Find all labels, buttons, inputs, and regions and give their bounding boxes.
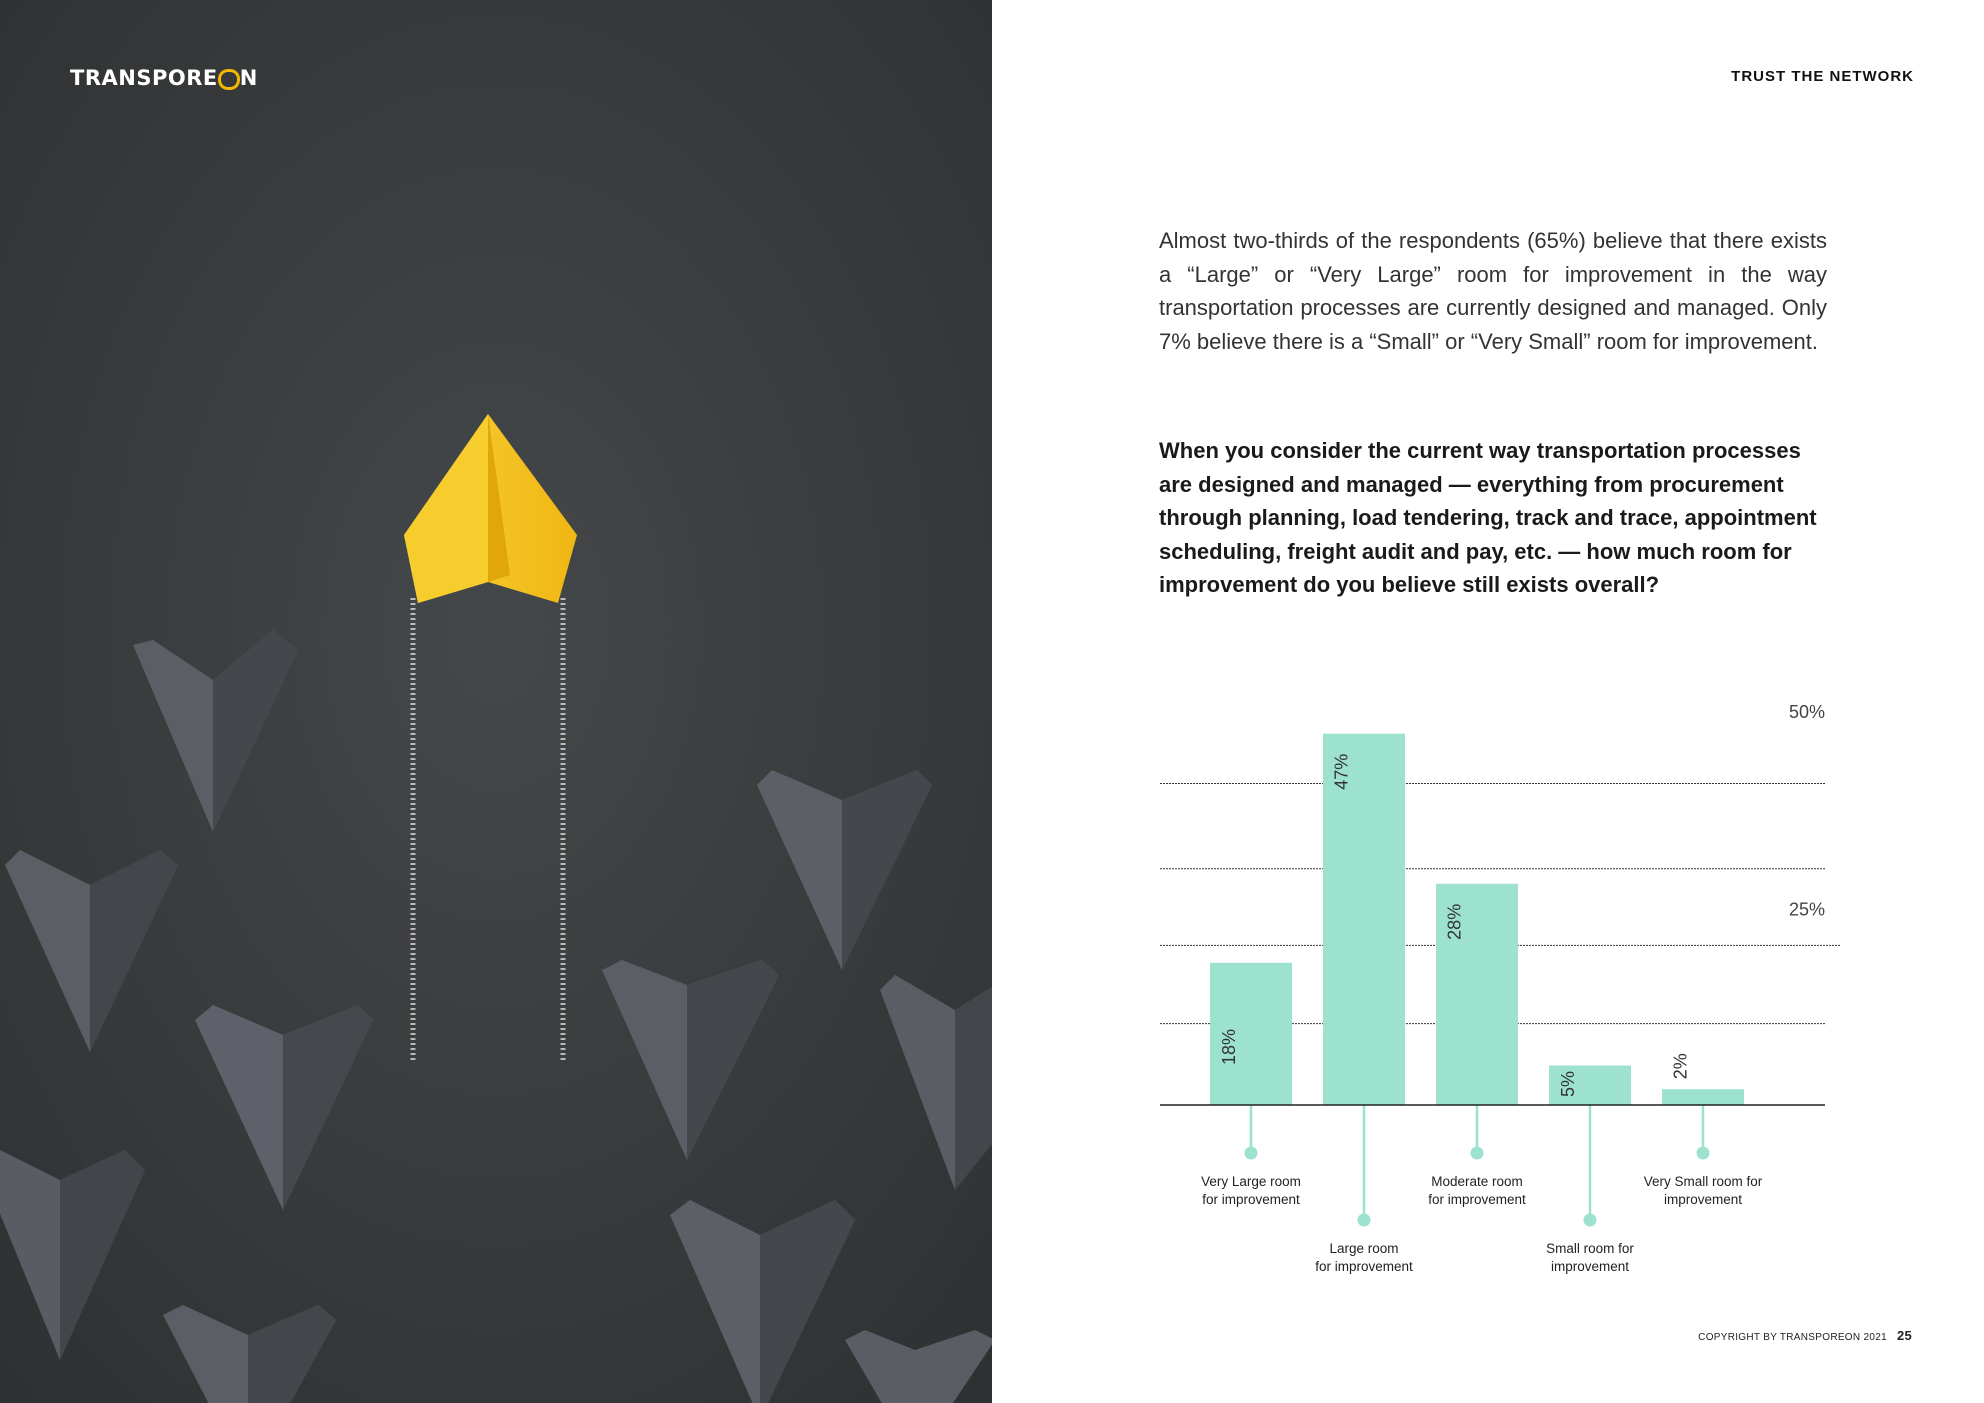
bar-value-label: 47% <box>1331 753 1352 790</box>
room-for-improvement-bar-chart <box>1150 690 1850 1290</box>
category-label: improvement <box>1550 1259 1630 1274</box>
page-number: 25 <box>1896 1328 1912 1343</box>
y-tick-label: 50% <box>1788 702 1825 722</box>
bar-value-label: 28% <box>1444 903 1465 940</box>
copyright-text: COPYRIGHT BY TRANSPOREON 2021 <box>1698 1332 1887 1343</box>
leader-dot <box>1584 1214 1597 1227</box>
bar-value-label: 5% <box>1557 1070 1578 1097</box>
y-tick-label: 25% <box>1788 899 1825 920</box>
category-label: Moderate room <box>1431 1174 1523 1189</box>
category-label: improvement <box>1663 1192 1743 1207</box>
intro-paragraph: Almost two-thirds of the respondents (65%) believe that there exists a “Large” or “Very Large” room for improvement in the way transportation processes are currently designed and managed. Only 7% believe there is a “Small” or “Very Small” room for improvement. <box>1159 228 1827 354</box>
bar-value-label: 18% <box>1218 1028 1239 1065</box>
leader-dot <box>1697 1147 1710 1160</box>
category-label: Large room <box>1329 1241 1399 1256</box>
leader-dot <box>1471 1147 1484 1160</box>
logo-text-left: TRANSPORE <box>70 66 218 90</box>
transporeon-logo <box>70 66 258 90</box>
category-label: for improvement <box>1315 1259 1413 1274</box>
category-label: for improvement <box>1428 1192 1526 1207</box>
section-title: TRUST THE NETWORK <box>1731 68 1914 85</box>
leader-dot <box>1358 1214 1371 1227</box>
logo-mark-icon <box>218 69 240 86</box>
category-label: Very Large room <box>1201 1174 1301 1189</box>
category-label: for improvement <box>1202 1192 1300 1207</box>
bar <box>1662 1089 1744 1105</box>
survey-question: When you consider the current way transportation processes are designed and managed — everything from procurement through planning, load tendering, track and trace, appointment scheduling, freight audit and pay, etc. — how much room for improvement do you believe still exists overall? <box>1159 438 1817 597</box>
category-label: Small room for <box>1546 1241 1634 1256</box>
bar-value-label: 2% <box>1670 1053 1691 1080</box>
logo-text-right: N <box>239 66 258 90</box>
leader-dot <box>1245 1147 1258 1160</box>
footer <box>1698 1328 1912 1343</box>
category-label: Very Small room for <box>1643 1174 1763 1189</box>
